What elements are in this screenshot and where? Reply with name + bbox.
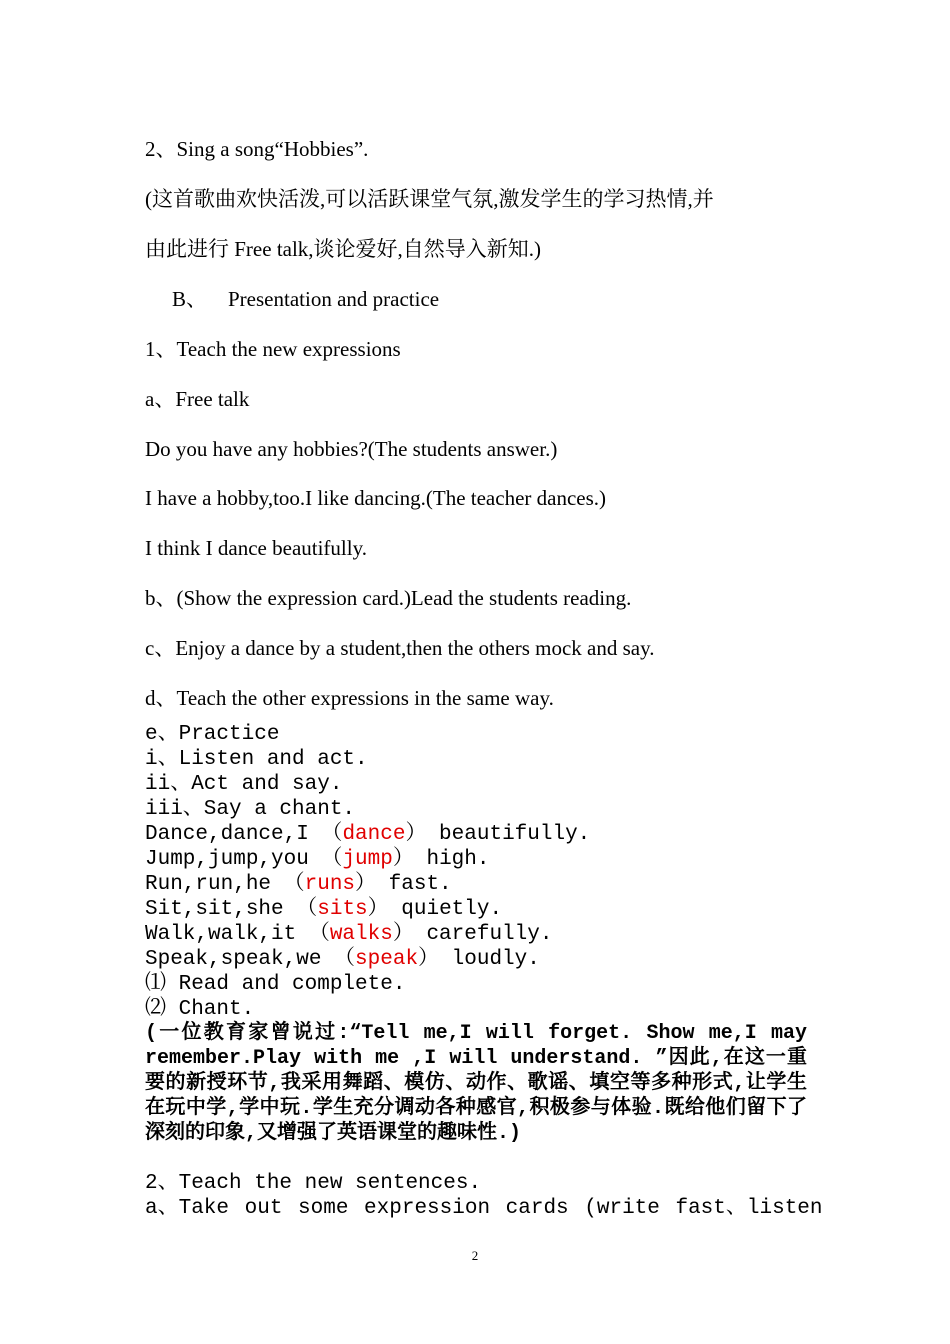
free-talk-line-2: I have a hobby,too.I like dancing.(The teacher dances.) <box>145 486 607 510</box>
teach-expressions-heading: 1、Teach the new expressions <box>145 337 401 361</box>
educator-quote-note: (一位教育家曾说过:“Tell me,I will forget. Show me,I may remember.Play with me ,I will understand. ”因此,在这一重要的新授环节,我采用舞蹈、模仿、动作、歌谣、填空等多种形式,让学生在玩中学,学中玩.学生充分调动各种感官,积极参与体验.既给他们留下了深刻的印象,又增强了英语课堂的趣味性.) <box>145 1022 807 1145</box>
chant-answer: dance <box>342 823 406 846</box>
chant-line <box>145 922 552 948</box>
chant-line <box>145 822 590 848</box>
free-talk-heading: a、Free talk <box>145 387 250 411</box>
chant-line <box>145 947 540 973</box>
chant-text: ） carefully. <box>392 923 553 946</box>
practice-i: i、Listen and act. <box>145 748 368 771</box>
practice-iii: iii、Say a chant. <box>145 798 356 821</box>
song-note-line-1: (这首歌曲欢快活泼,可以活跃课堂气氛,激发学生的学习热情,并 <box>145 187 714 211</box>
chant-answer: jump <box>342 848 393 871</box>
section-b-heading: B、 Presentation and practice <box>172 287 440 311</box>
teach-sentences-heading: 2、Teach the new sentences. <box>145 1172 482 1195</box>
page-number: 2 <box>471 1248 479 1263</box>
chant-text: ） high. <box>392 848 490 871</box>
take-out-cards-line: a、Take out some expression cards (write fast、listen <box>145 1197 823 1220</box>
chant-text: ） quietly. <box>367 898 503 921</box>
chant-answer: walks <box>329 923 393 946</box>
chant-answer: speak <box>355 948 419 971</box>
chant-line <box>145 847 489 873</box>
free-talk-line-3: I think I dance beautifully. <box>145 536 367 560</box>
chant-text: ） fast. <box>355 873 452 896</box>
chant-text: Dance,dance,I （ <box>145 823 343 846</box>
practice-ii: ii、Act and say. <box>145 773 343 796</box>
song-note-line-2: 由此进行 Free talk,谈论爱好,自然导入新知.) <box>145 237 542 261</box>
chant-text: Sit,sit,she （ <box>145 898 318 921</box>
song-heading: 2、Sing a song“Hobbies”. <box>145 137 369 161</box>
step-d: d、Teach the other expressions in the same way. <box>145 686 554 710</box>
chant-text: Run,run,he （ <box>145 873 305 896</box>
chant-text: Speak,speak,we （ <box>145 948 356 971</box>
free-talk-line-1: Do you have any hobbies?(The students answer.) <box>145 437 558 461</box>
chant-answer: sits <box>317 898 368 921</box>
chant-text: ） loudly. <box>418 948 540 971</box>
practice-heading: e、Practice <box>145 723 280 746</box>
chant-text: ） beautifully. <box>405 823 591 846</box>
step-b: b、(Show the expression card.)Lead the students reading. <box>145 586 632 610</box>
step-c: c、Enjoy a dance by a student,then the others mock and say. <box>145 636 655 660</box>
chant-answer: runs <box>304 873 356 896</box>
chant-line <box>145 872 452 898</box>
chant-text: Walk,walk,it （ <box>145 923 330 946</box>
step-chant: ⑵ Chant. <box>145 998 255 1021</box>
chant-text: Jump,jump,you （ <box>145 848 343 871</box>
step-read-complete: ⑴ Read and complete. <box>145 973 406 996</box>
chant-line <box>145 897 502 923</box>
